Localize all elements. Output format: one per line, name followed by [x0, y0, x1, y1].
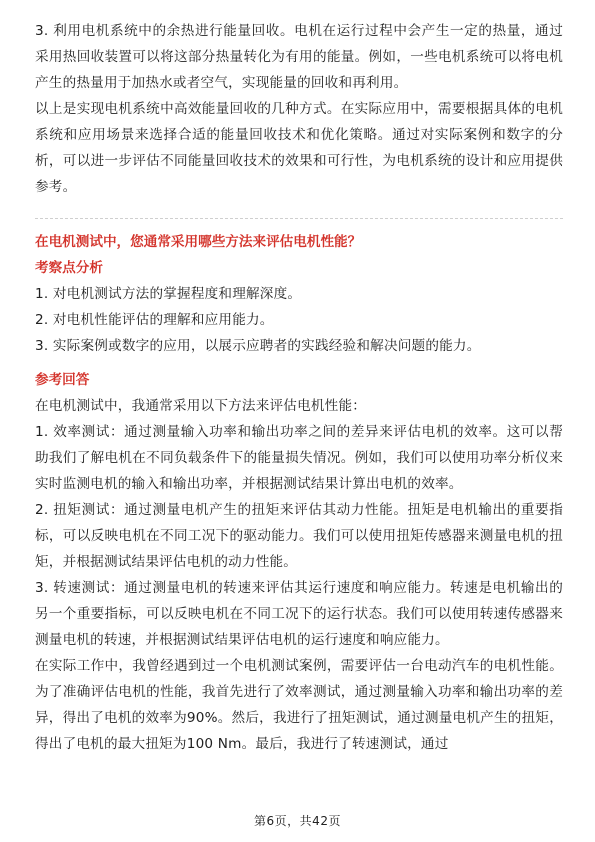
paragraph-energy-recovery-summary: 以上是实现电机系统中高效能量回收的几种方式。在实际应用中，需要根据具体的电机系统和应用场景来选择合适的能量回收技术和优化策略。通过对实际案例和数字的分析，可以进一步评估不同能量回收技术的效果和可行性，为电机系统的设计和应用提供参考。 [35, 101, 563, 195]
paragraph-energy-recovery-3: 3. 利用电机系统中的余热进行能量回收。电机在运行过程中会产生一定的热量，通过采用热回收装置可以将这部分热量转化为有用的能量。例如，一些电机系统可以将电机产生的热量用于加热水或者空气，实现能量的回收和再利用。 [35, 23, 563, 91]
analysis-heading: 考察点分析 [35, 260, 103, 276]
answer-speed-test: 3. 转速测试：通过测量电机的转速来评估其运行速度和响应能力。转速是电机输出的另一个重要指标，可以反映电机在不同工况下的运行状态。我们可以使用转速传感器来测量电机的转速，并根据测试结果评估电机的运行速度和响应能力。 [35, 580, 563, 648]
page-number-footer: 第6页，共42页 [254, 814, 341, 828]
answer-intro: 在电机测试中，我通常采用以下方法来评估电机性能： [35, 398, 367, 414]
answer-case-study: 在实际工作中，我曾经遇到过一个电机测试案例，需要评估一台电动汽车的电机性能。为了准确评估电机的性能，我首先进行了效率测试，通过测量输入功率和输出功率的差异，得出了电机的效率为90%。然后，我进行了扭矩测试，通过测量电机产生的扭矩，得出了电机的最大扭矩为100 Nm。最后，我进行了转速测试，通过 [35, 658, 563, 752]
document-body [35, 18, 563, 757]
question-title: 在电机测试中，您通常采用哪些方法来评估电机性能？ [35, 234, 362, 250]
analysis-item: 3. 实际案例或数字的应用，以展示应聘者的实践经验和解决问题的能力。 [35, 338, 481, 354]
answer-efficiency-test: 1. 效率测试：通过测量输入功率和输出功率之间的差异来评估电机的效率。这可以帮助我们了解电机在不同负载条件下的能量损失情况。例如，我们可以使用功率分析仪来实时监测电机的输入和输出功率，并根据测试结果计算出电机的效率。 [35, 424, 563, 492]
answer-torque-test: 2. 扭矩测试：通过测量电机产生的扭矩来评估其动力性能。扭矩是电机输出的重要指标，可以反映电机在不同工况下的驱动能力。我们可以使用扭矩传感器来测量电机的扭矩，并根据测试结果评估电机的动力性能。 [35, 502, 563, 570]
analysis-item: 1. 对电机测试方法的掌握程度和理解深度。 [35, 286, 302, 302]
answer-heading: 参考回答 [35, 372, 90, 388]
analysis-item: 2. 对电机性能评估的理解和应用能力。 [35, 312, 274, 328]
section-divider [35, 218, 563, 219]
